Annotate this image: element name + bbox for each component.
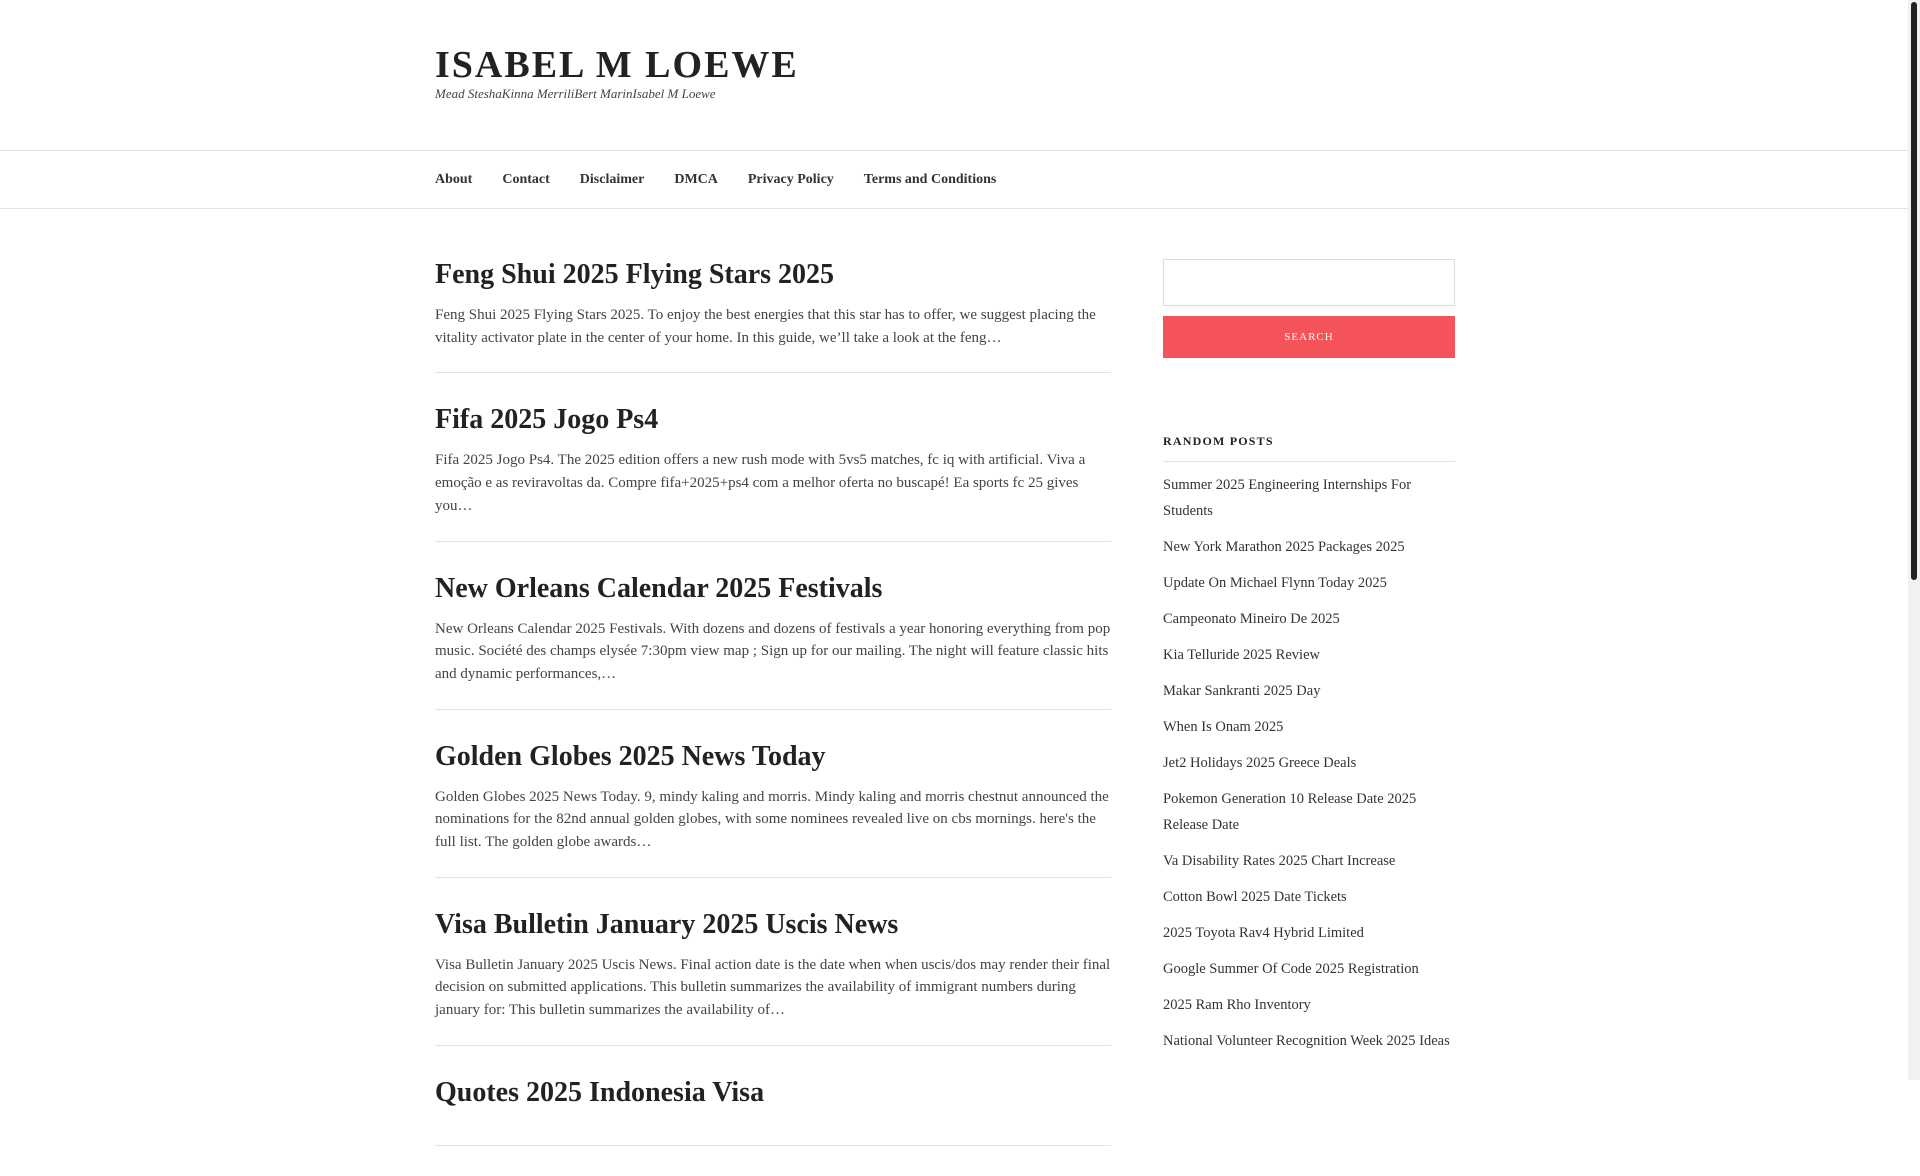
- nav-item-contact[interactable]: Contact: [502, 171, 550, 187]
- post-item: [435, 1076, 1111, 1146]
- nav-item-dmca[interactable]: DMCA: [674, 171, 718, 187]
- list-item: [1163, 606, 1455, 632]
- post-title[interactable]: Feng Shui 2025 Flying Stars 2025: [435, 259, 835, 290]
- post-title[interactable]: New Orleans Calendar 2025 Festivals: [435, 572, 883, 604]
- list-item: [1163, 848, 1455, 874]
- list-item: [1163, 786, 1455, 838]
- list-item: [1163, 920, 1455, 946]
- random-post-link[interactable]: Pokemon Generation 10 Release Date 2025 Release Date: [1163, 791, 1417, 833]
- post-excerpt: Feng Shui 2025 Flying Stars 2025. To enjoy the best energies that this star has to offer, we suggest placing the vitality activator plate in the center of your home. In this guide, we’ll take a look at the feng…: [435, 307, 1096, 346]
- random-posts-list: [1163, 472, 1455, 1054]
- nav-item-terms[interactable]: Terms and Conditions: [863, 171, 997, 187]
- scrollbar-thumb[interactable]: [1911, 2, 1917, 580]
- random-post-link[interactable]: Va Disability Rates 2025 Chart Increase: [1163, 853, 1396, 869]
- list-item: [1163, 472, 1455, 524]
- list-item: [1163, 992, 1455, 1018]
- post-excerpt: Golden Globes 2025 News Today. 9, mindy kaling and morris. Mindy kaling and morris chestnut announced the nominations for the 82nd annual golden globes, with some nominees revealed live on cbs mornings. here's the full list. The golden globe awards…: [435, 788, 1109, 851]
- random-post-link[interactable]: 2025 Toyota Rav4 Hybrid Limited: [1163, 925, 1364, 941]
- random-post-link[interactable]: When Is Onam 2025: [1163, 719, 1284, 735]
- post-title[interactable]: Quotes 2025 Indonesia Visa: [435, 1076, 765, 1108]
- random-post-link[interactable]: 2025 Ram Rho Inventory: [1163, 997, 1311, 1013]
- list-item: [1163, 678, 1455, 704]
- search-button[interactable]: SEARCH: [1163, 316, 1455, 358]
- random-post-link[interactable]: Summer 2025 Engineering Internships For Students: [1163, 477, 1412, 519]
- post-item: [435, 740, 1111, 878]
- sidebar: [1163, 259, 1455, 1064]
- post-item: [435, 258, 1111, 373]
- post-title[interactable]: Golden Globes 2025 News Today: [435, 740, 826, 772]
- random-post-link[interactable]: Cotton Bowl 2025 Date Tickets: [1163, 889, 1347, 905]
- random-post-link[interactable]: Kia Telluride 2025 Review: [1163, 647, 1320, 663]
- random-post-link[interactable]: Update On Michael Flynn Today 2025: [1163, 575, 1387, 591]
- post-excerpt: Visa Bulletin January 2025 Uscis News. Final action date is the date when when uscis/dos may render their final decision on submitted applications. This bulletin summarizes the availability of immigrant numbers during january for: This bulletin summarizes the availability of…: [435, 956, 1111, 1019]
- post-item: [435, 908, 1111, 1046]
- list-item: [1163, 956, 1455, 982]
- search-input[interactable]: [1163, 259, 1455, 306]
- random-posts-heading: RANDOM POSTS: [1163, 434, 1455, 462]
- main-nav: [435, 151, 1026, 208]
- post-item: [435, 403, 1111, 541]
- nav-item-privacy-policy[interactable]: Privacy Policy: [747, 171, 834, 187]
- list-item: [1163, 642, 1455, 668]
- post-title[interactable]: Fifa 2025 Jogo Ps4: [435, 404, 659, 436]
- site-description: Mead SteshaKinna MerriliBert MarinIsabel M Loewe: [435, 86, 716, 101]
- site-title[interactable]: ISABEL M LOEWE: [435, 44, 799, 86]
- post-item: [435, 572, 1111, 710]
- list-item: [1163, 884, 1455, 910]
- random-post-link[interactable]: Makar Sankranti 2025 Day: [1163, 683, 1321, 699]
- post-excerpt: New Orleans Calendar 2025 Festivals. With dozens and dozens of festivals a year honoring everything from pop music. Société des champs elysée 7:30pm view map ; Sign up for our mailing. The night will feature classic hits and dynamic performances,…: [435, 620, 1111, 682]
- nav-item-disclaimer[interactable]: Disclaimer: [579, 171, 645, 187]
- random-post-link[interactable]: National Volunteer Recognition Week 2025 Ideas: [1163, 1033, 1450, 1049]
- list-item: [1163, 570, 1455, 596]
- post-excerpt: Fifa 2025 Jogo Ps4. The 2025 edition offers a new rush mode with 5vs5 matches, fc iq with artificial. Viva a emoção e as reviravoltas da. Compre fifa+2025+ps4 com a melhor oferta no buscapé! Ea sports fc 25 gives you…: [435, 452, 1086, 514]
- random-post-link[interactable]: New York Marathon 2025 Packages 2025: [1163, 539, 1405, 555]
- post-title[interactable]: Visa Bulletin January 2025 Uscis News: [435, 908, 899, 940]
- random-post-link[interactable]: Campeonato Mineiro De 2025: [1163, 611, 1340, 627]
- post-list: [435, 258, 1111, 1176]
- nav-divider-bottom: [0, 208, 1908, 209]
- list-item: [1163, 1028, 1455, 1054]
- nav-item-about[interactable]: About: [435, 171, 473, 187]
- list-item: [1163, 714, 1455, 740]
- random-post-link[interactable]: Jet2 Holidays 2025 Greece Deals: [1163, 755, 1357, 771]
- list-item: [1163, 750, 1455, 776]
- random-post-link[interactable]: Google Summer Of Code 2025 Registration: [1163, 961, 1419, 977]
- list-item: [1163, 534, 1455, 560]
